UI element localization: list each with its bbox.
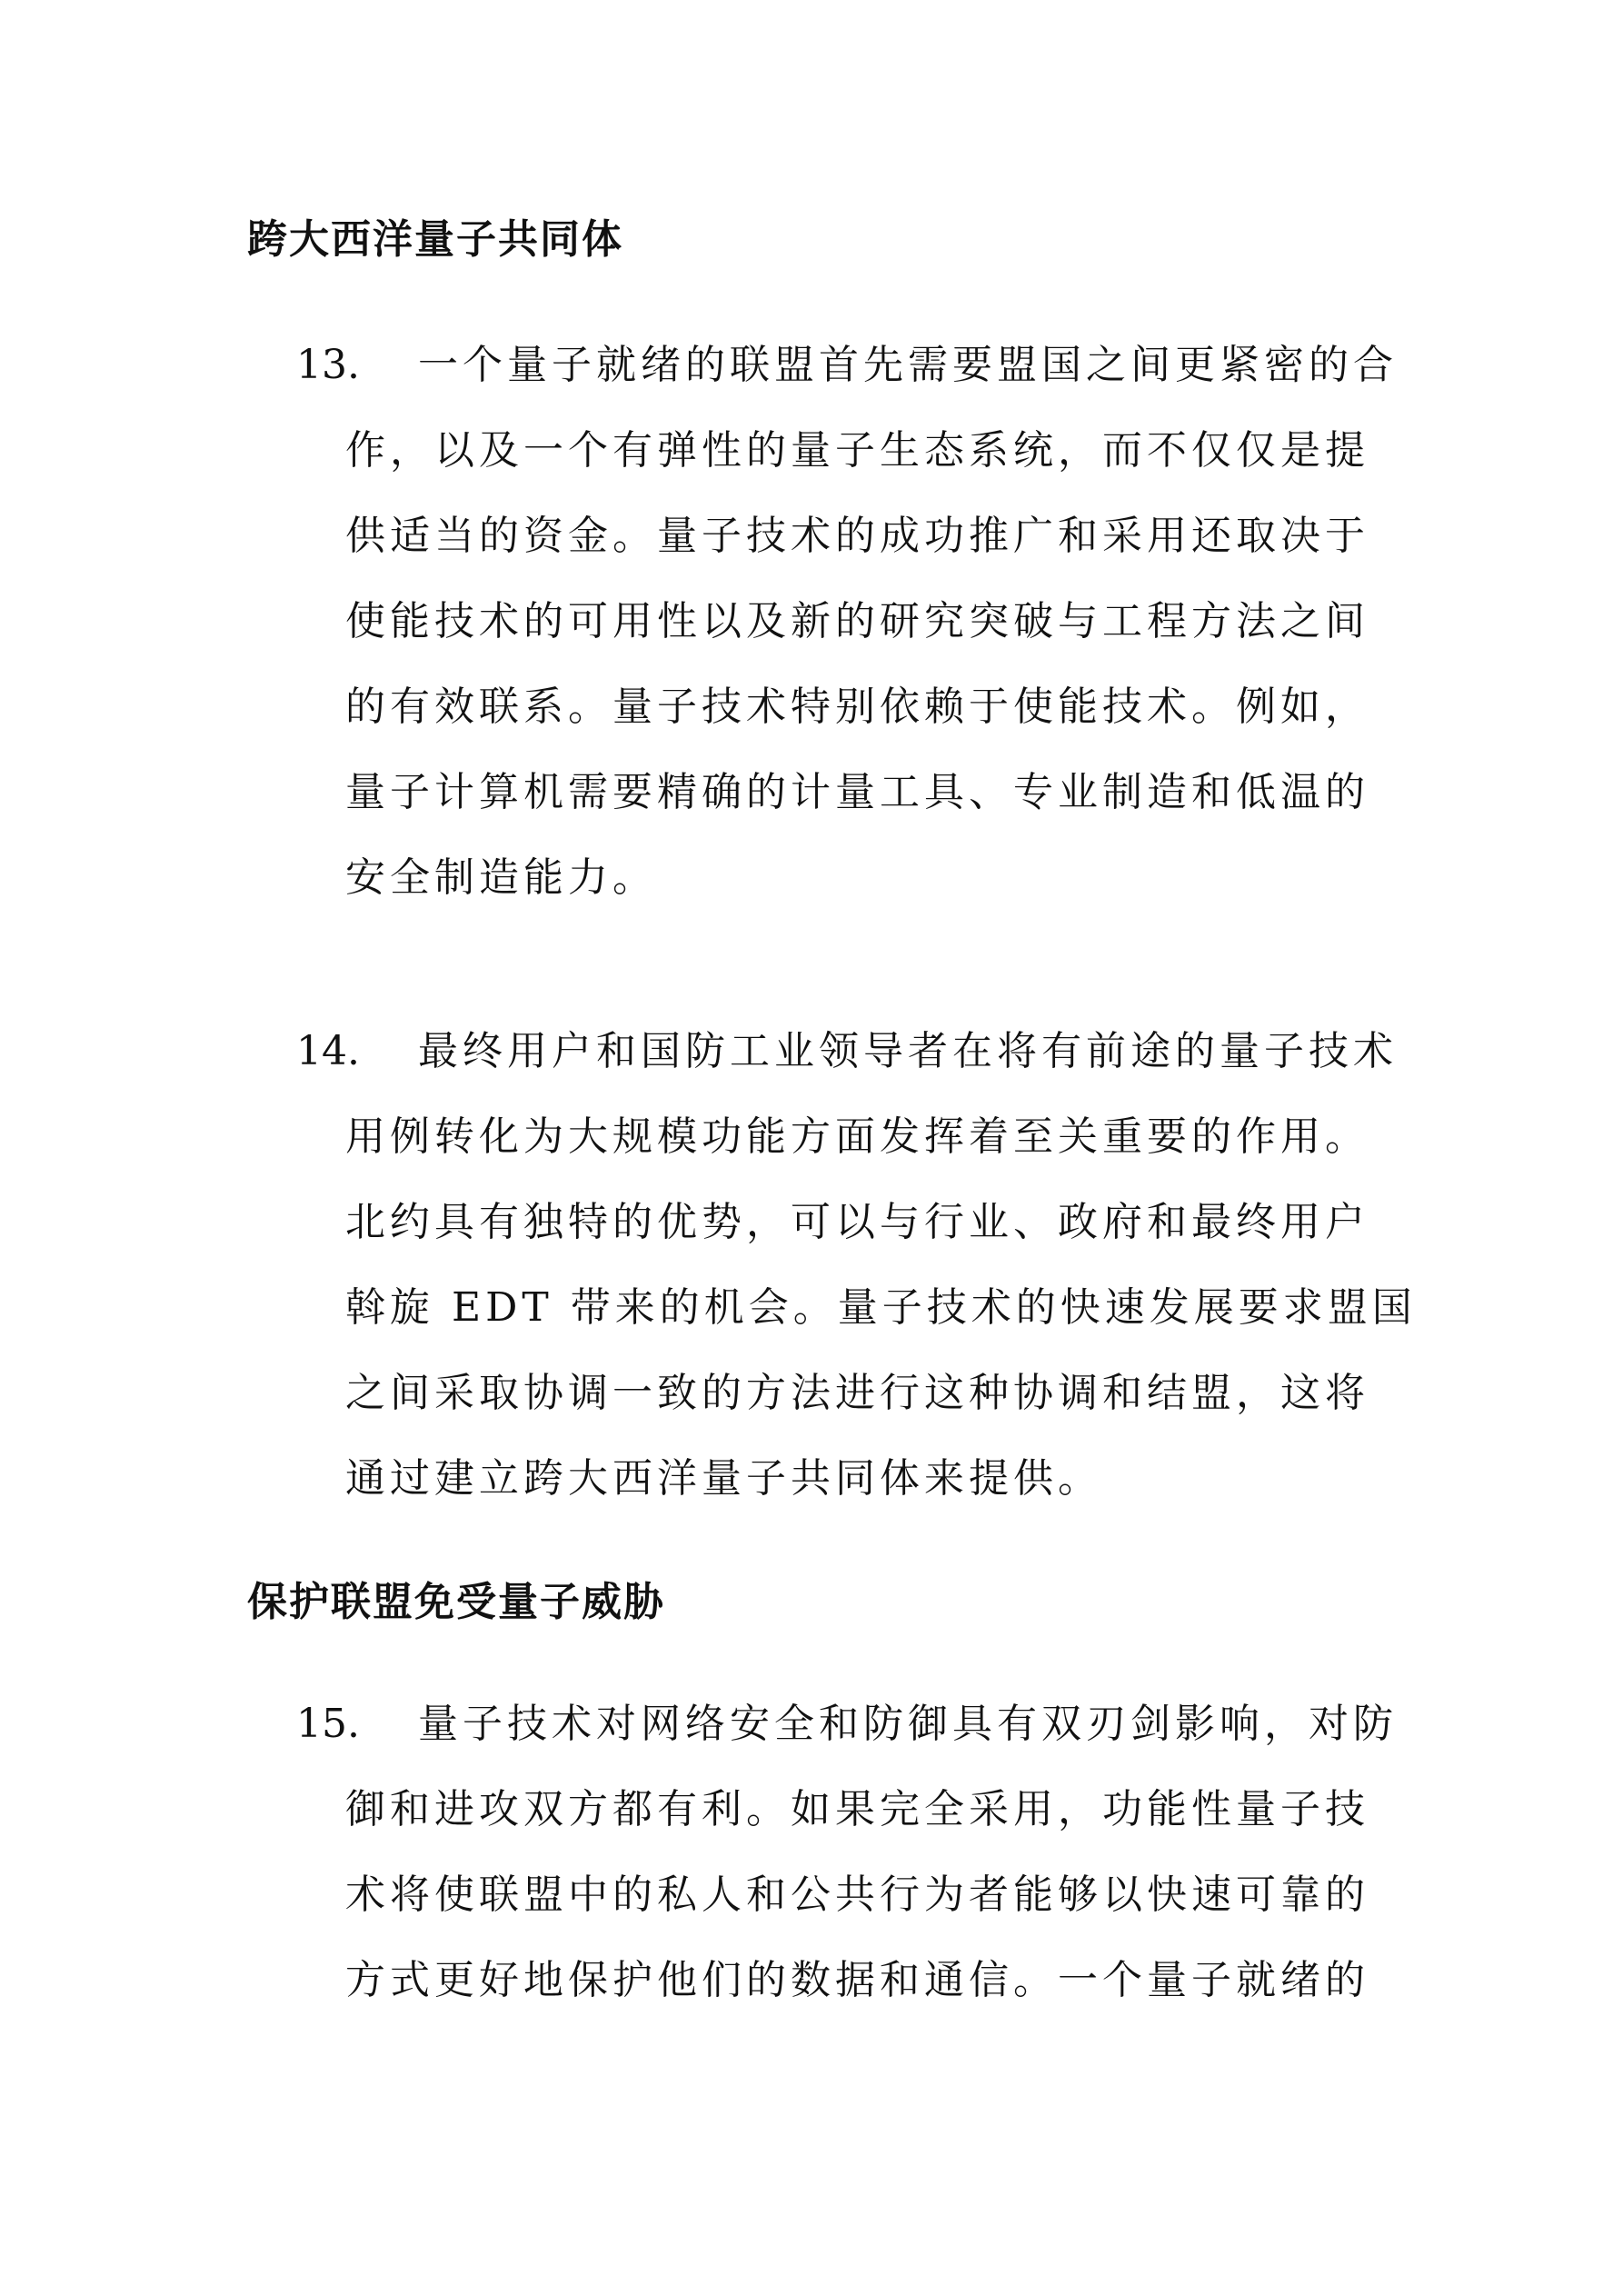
paragraph-line: 通过建立跨大西洋量子共同体来提供。 (345, 1455, 1102, 1502)
section-heading-transatlantic-quantum-community: 跨大西洋量子共同体 (247, 216, 623, 263)
paragraph-number: 15. (296, 1701, 360, 1747)
paragraph-line: 北约具有独特的优势，可以与行业、政府和最终用户 (345, 1199, 1369, 1245)
paragraph-line: 使能技术的可用性以及新的研究突破与工程方法之间 (345, 598, 1369, 644)
paragraph-line: 供适当的资金。量子技术的成功推广和采用还取决于 (345, 513, 1369, 559)
section-heading-protect-alliance: 保护联盟免受量子威胁 (247, 1579, 665, 1625)
paragraph-line: 御和进攻双方都有利。如果完全采用，功能性量子技 (345, 1786, 1369, 1832)
paragraph-line: 最终用户和国防工业领导者在将有前途的量子技术 (418, 1028, 1398, 1074)
paragraph-line: 方式更好地保护他们的数据和通信。一个量子就绪的 (345, 1957, 1369, 2003)
paragraph-line: 术将使联盟中的私人和公共行为者能够以快速可靠的 (345, 1872, 1369, 1918)
paragraph-line: 量子技术对网络安全和防御具有双刃剑影响，对防 (418, 1701, 1398, 1747)
paragraph-number: 14. (296, 1028, 360, 1074)
paragraph-number: 13. (296, 342, 360, 388)
paragraph-line: 之间采取协调一致的方法进行这种协调和结盟，这将 (345, 1370, 1369, 1416)
paragraph-line: 的有效联系。量子技术特别依赖于使能技术。例如， (345, 684, 1369, 730)
paragraph-line: 作，以及一个有弹性的量子生态系统，而不仅仅是提 (345, 427, 1369, 474)
paragraph-body (345, 323, 1398, 921)
paragraph-line: 一个量子就绪的联盟首先需要盟国之间更紧密的合 (418, 342, 1398, 388)
paragraph-line: 斡旋 EDT 带来的机会。量子技术的快速发展要求盟国 (345, 1284, 1417, 1331)
paragraph-line: 用例转化为大规模功能方面发挥着至关重要的作用。 (345, 1113, 1369, 1160)
paragraph-body (345, 1009, 1417, 1522)
paragraph-body (345, 1682, 1398, 2023)
paragraph-line: 量子计算机需要精确的计量工具、专业制造和低温的 (345, 769, 1369, 815)
paragraph-line: 安全制造能力。 (345, 854, 657, 901)
